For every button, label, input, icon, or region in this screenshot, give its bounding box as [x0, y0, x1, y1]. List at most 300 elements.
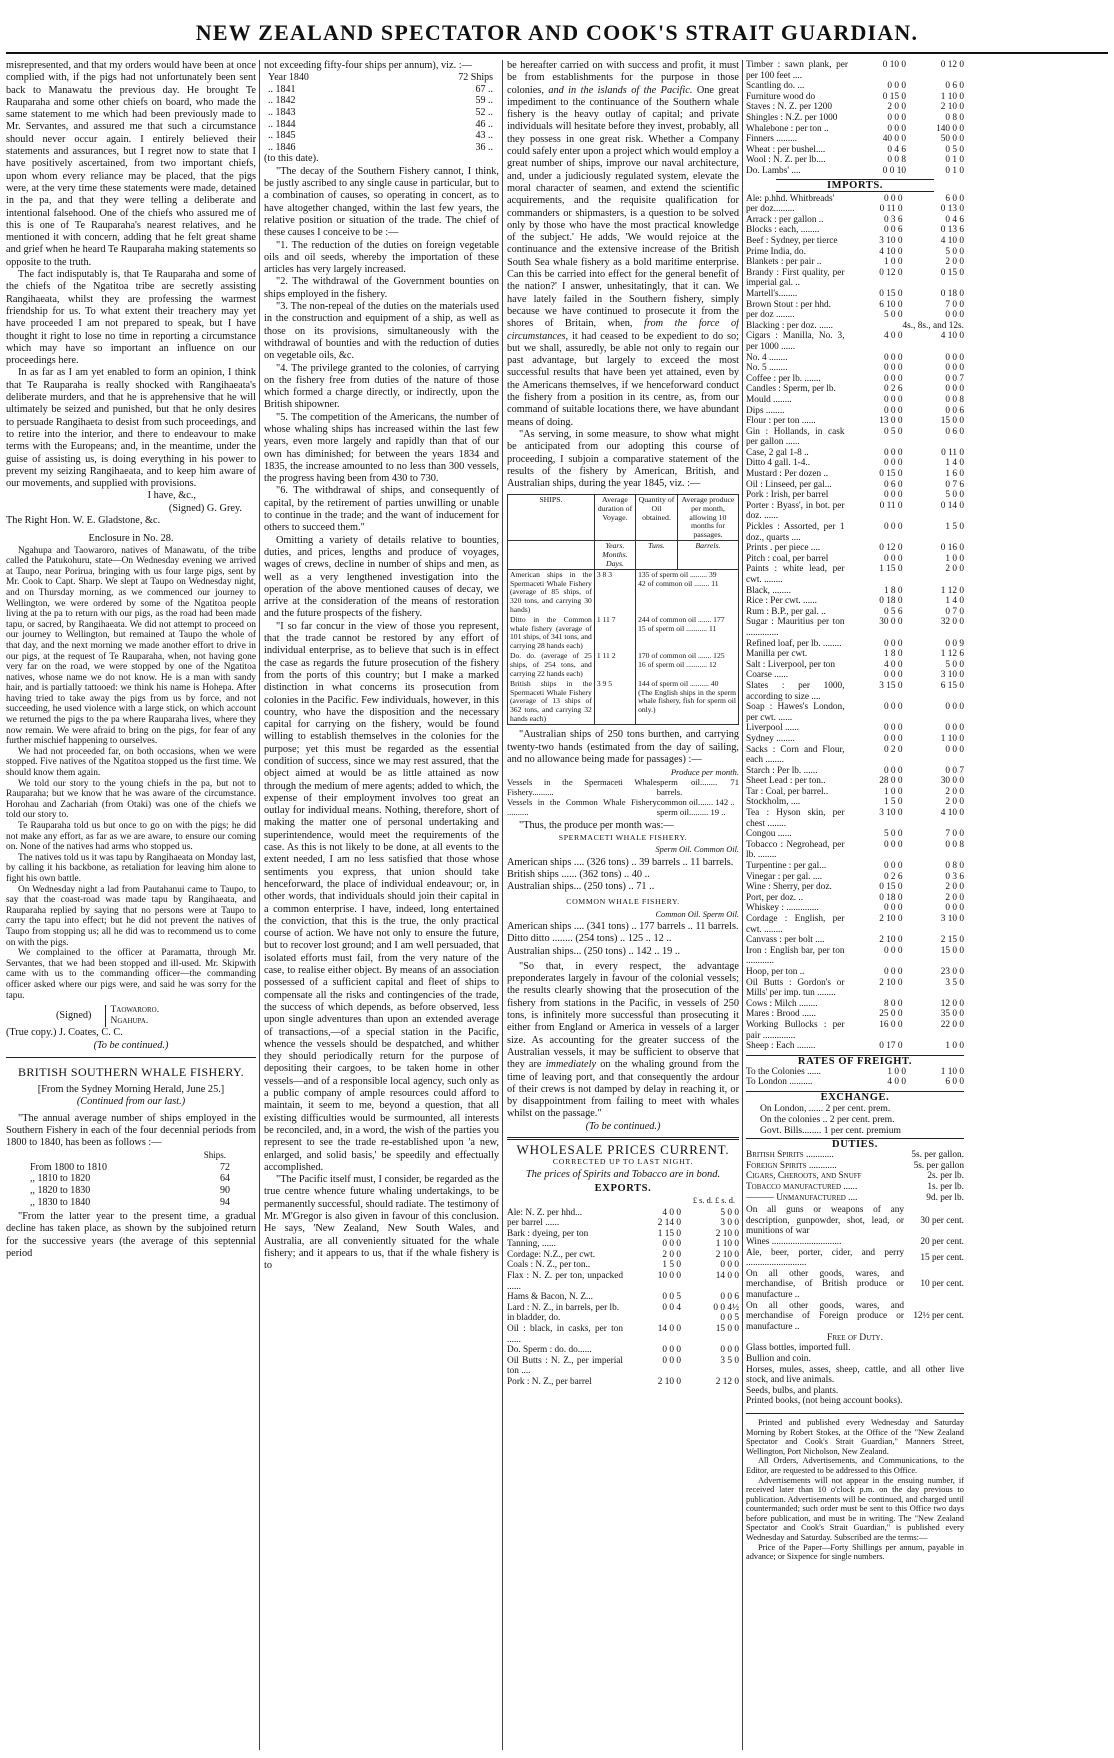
- commodity-name: Oil : black, in casks, per ton ......: [507, 1324, 623, 1345]
- price-high: 0 1 0: [945, 155, 964, 166]
- commodity-name: Refined loaf, per lb. ........: [746, 638, 842, 649]
- import-price-row: [746, 310, 964, 321]
- column-3: [507, 60, 739, 1750]
- price-high: 0 18 0: [940, 288, 964, 299]
- fishery-comparison-table: [507, 494, 739, 725]
- row-label: Year 1840: [268, 72, 309, 84]
- price-high: 0 0 0: [945, 384, 964, 395]
- price-low: 2 10 0: [879, 935, 903, 946]
- price-high: 2 10 0: [715, 1228, 739, 1239]
- exchange-rate: On London, ...... 2 per cent. prem.: [760, 1103, 891, 1115]
- import-price-row: [746, 363, 964, 374]
- ships-label: Ships.: [203, 1150, 226, 1161]
- import-price-row: [746, 247, 964, 258]
- price-low: 4 0 0: [662, 1207, 681, 1218]
- import-price-row: [746, 215, 964, 226]
- fishery-row: [508, 570, 739, 615]
- price-low: 0 0 0: [662, 1355, 681, 1366]
- paragraph: "So that, in every respect, the advantage preponderates largely in favour of the colonial vessels; the results clearly showing that the prosecution of the fishery from stations in the Pacific, in vessels of 250 tons, is infinitely more successful than prosecuting it either from England or America in vessels of a larger size. As accounting for the greater success of the Australian vessels, it may be sufficient to observe that they are immediately on the whaling ground from the time of leaving port, and that consequently the ardour of their crews is not damped by delay in reaching it, or by disappointment from failing to meet with whales whilst on the passage.": [507, 960, 739, 1120]
- paragraph: not exceeding fifty-four ships per annum), viz. :—: [264, 60, 472, 71]
- freight-table: [746, 1067, 964, 1088]
- commodity-name: Congou ......: [746, 829, 792, 840]
- exchange-list: [746, 1103, 964, 1136]
- paragraph: "2. The withdrawal of the Government bounties on ships employed in the fishery.: [264, 276, 499, 300]
- signatures: [56, 1005, 159, 1027]
- year-row: [268, 72, 493, 84]
- oil-produce: 244 of common oil ....... 177 15 of sperm oil ........... 11: [636, 615, 739, 651]
- price-low: 4 0 0: [883, 659, 903, 670]
- export-price-row: [507, 1250, 739, 1261]
- commodity-name: Starch : Per lb. ......: [746, 765, 818, 776]
- commodity-name: Working Bullocks : per pair ..............: [746, 1019, 845, 1041]
- commodity-name: Prints . per piece ....: [746, 543, 821, 554]
- price-low: 8 0 0: [883, 998, 903, 1009]
- commodity-name: To the Colonies ......: [746, 1066, 822, 1077]
- price-high: 0 0 0: [945, 903, 964, 914]
- table-column-header: Quantity of Oil obtained.: [636, 495, 678, 541]
- fishery-stat-row: British ships ...... (362 tons) .. 40 ..: [507, 868, 650, 880]
- duty-item: On all other goods, wares, and merchandise, of British produce or manufacture ..: [746, 1268, 904, 1300]
- price-low: 0 15 0: [879, 882, 903, 893]
- common-fishery-rows: [507, 921, 739, 958]
- free-item: Seeds, bulbs, and plants.: [746, 1385, 839, 1396]
- fishery-stat-row: Australian ships... (250 tons) .. 142 .. 19 ..: [507, 945, 681, 957]
- price-high: 2 0 0: [945, 564, 964, 575]
- price-high: 0 1 0: [945, 165, 964, 176]
- row-label: ,, 1820 to 1830: [30, 1184, 91, 1196]
- duty-rate: 5s. per gallon: [913, 1160, 964, 1171]
- import-price-row: [746, 331, 964, 352]
- price-high: 4 10 0: [940, 331, 964, 342]
- commodity-name: Ale: N. Z. per hhd...: [507, 1207, 583, 1218]
- exchange-rate: On the colonies .. 2 per cent. prem.: [760, 1114, 895, 1126]
- import-price-row: [746, 236, 964, 247]
- paragraph: "6. The withdrawal of ships, and consequently of capital, by the retirement of parties unwilling or unable to continue in the trade; and the want of inducement for others to succeed them.": [264, 485, 499, 534]
- paragraph: The natives told us it was tapu by Rangihaeata on Monday last, by calling it his backbone, as retaliation for leaving him alone to fight his own battle.: [6, 852, 256, 884]
- newspaper-title: NEW ZEALAND SPECTATOR AND COOK'S STRAIT GUARDIAN.: [195, 20, 919, 45]
- import-price-row: [746, 543, 964, 554]
- import-price-row: [746, 797, 964, 808]
- price-high: 2 15 0: [940, 935, 964, 946]
- export-price-row: [746, 113, 964, 124]
- price-low: 3 10 0: [879, 808, 903, 819]
- commodity-name: Blocks : each, ........: [746, 225, 820, 236]
- price-high: 4 10 0: [940, 808, 964, 819]
- row-label: .. 1845: [268, 130, 296, 142]
- commodity-name: Gin : Hollands, in cask per gallon ......: [746, 426, 845, 448]
- duties-ad-valorem-table: [746, 1205, 964, 1332]
- paragraph: On Wednesday night a lad from Pautahanui came to Taupo, to say that the coast-road was made tapu by Rangihaeata, and Rauparaha replied by saying that no persons were at Taupo to carry the tapu into effect; but he did not prevent the natives of Taupo from stopping us; all he did was to recommend us to come on with the pigs.: [6, 884, 256, 948]
- price-low: 0 0 0: [887, 81, 906, 92]
- export-price-row: [746, 81, 964, 92]
- price-high: 5 0 0: [945, 659, 964, 670]
- fishery-row: [508, 651, 739, 679]
- price-low: 1 8 0: [883, 585, 903, 596]
- signatory-name: Ngahupa.: [110, 1016, 149, 1027]
- commodity-name: Finners .........: [746, 134, 798, 145]
- price-low: 0 0 0: [883, 670, 903, 681]
- year-row: [268, 142, 493, 154]
- price-high: 1 6 0: [945, 469, 964, 480]
- paragraph: The fact indisputably is, that Te Rauparaha and some of the chiefs of the Ngatitoa tribe are secretly assisting Rangihaeata, whilst they are professing the warmest friendship for us. To what extent their treachery may yet have proceeded I am not prepared to speak, but I have thought it right to lose no time in reporting a circumstance which may have so important an influence on our proceedings here.: [6, 269, 256, 367]
- export-price-row: [507, 1356, 739, 1377]
- price-low: 0 0 8: [887, 155, 906, 166]
- commodity-name: Hams & Bacon, N. Z...: [507, 1292, 593, 1303]
- price-low: 2 0 0: [662, 1249, 681, 1260]
- commodity-name: Tobacco : Negrohead, per lb. ........: [746, 839, 845, 861]
- price-low: 1 5 0: [662, 1260, 681, 1271]
- import-price-row: [746, 808, 964, 829]
- paragraph: "From the latter year to the present time, a gradual decline has taken place, as shown by the subjoined return for the successive years (the average of this septennial period: [6, 1211, 256, 1260]
- import-price-row: [746, 978, 964, 999]
- price-low: 0 0 0: [883, 193, 903, 204]
- commodity-name: Sugar : Mauritius per ton ..............: [746, 617, 845, 638]
- paragraph: "1. The reduction of the duties on foreign vegetable oils and oil seeds, whereby the importation of these articles has very largely increased.: [264, 239, 499, 276]
- prices-heading: WHOLESALE PRICES CURRENT.: [516, 1142, 730, 1158]
- price-high: 0 0 7: [945, 765, 964, 776]
- price-high: 2 0 0: [945, 882, 964, 893]
- article-headline: BRITISH SOUTHERN WHALE FISHERY.: [18, 1065, 244, 1079]
- commodity-name: Ditto 4 gall. 1-4..: [746, 458, 811, 469]
- import-price-row: [746, 458, 964, 469]
- price-low: 0 0 0: [883, 553, 903, 564]
- commodity-name: Dips ........: [746, 405, 785, 416]
- import-price-row: [746, 999, 964, 1010]
- import-price-row: [746, 522, 964, 543]
- commodity-name: Beef : Sydney, per tierce: [746, 236, 838, 246]
- price-high: 5 0 0: [945, 246, 964, 257]
- paragraph: We complained to the officer at Paramatta, through Mr. Servantes, that we had been stopped and ill-used. Mr. Skipwith came with us to the commanding officer—the commanding officer asked where our pigs were, and said he was sorry for the tapu.: [6, 948, 256, 1001]
- price-low: 2 14 0: [657, 1218, 681, 1229]
- price-high: 1 4 0: [945, 458, 964, 469]
- commodity-name: Wool : N. Z. per lb....: [746, 155, 826, 166]
- paragraph: In as far as I am yet enabled to form an opinion, I think that Te Rauparaha is really shocked with Rangihaeata's deliberate murders, and that he is apprehensive that he will ultimately be seized and punished, but that he only desires to persuade Rangihaeta to desist from such proceedings, and to retire into the interior, and there to endeavour to make terms with the Europeans; and, in the meantime, under the guise of assisting us, is doing everything in his power to prevent my seizing Rangihaeata, and to keep him aware of our movements, and supplied with provisions.: [6, 367, 256, 490]
- import-price-row: [746, 374, 964, 385]
- column-2: [264, 60, 499, 1750]
- import-price-row: [746, 225, 964, 236]
- price-low: 4 0 0: [887, 1077, 906, 1088]
- row-label: ,, 1810 to 1820: [30, 1173, 91, 1185]
- price-low: 0 0 0: [883, 405, 903, 416]
- price-high: 0 0 0: [720, 1260, 739, 1271]
- commodity-name: Tea : Hyson skin, per chest ........: [746, 808, 845, 829]
- commodity-name: Coffee : per lb. .......: [746, 373, 821, 384]
- row-value: 46 ..: [475, 118, 493, 130]
- price-low: 10 0 0: [657, 1271, 681, 1282]
- exports-price-table: [507, 1208, 739, 1388]
- price-high: 3 5 0: [720, 1355, 739, 1366]
- letter-addressee: The Right Hon. W. E. Gladstone, &c.: [6, 514, 161, 526]
- commodity-name: No. 5 ........: [746, 363, 788, 374]
- price-high: 0 0 7: [945, 373, 964, 384]
- commodity-name: Salt : Liverpool, per ton: [746, 659, 836, 670]
- commodity-name: Stockholm, ....: [746, 797, 801, 808]
- export-price-row: [507, 1303, 739, 1314]
- commodity-name: Do. Sperm : do. do......: [507, 1345, 592, 1356]
- commodity-name: Bark : dyeing, per ton: [507, 1228, 589, 1239]
- commodity-name: Vinegar : per gal. ....: [746, 871, 823, 882]
- import-price-row: [746, 946, 964, 967]
- commodity-name: Turpentine : per gal...: [746, 861, 827, 872]
- table-column-header: Average duration of Voyage.: [594, 495, 635, 541]
- price-low: 0 0 0: [883, 966, 903, 977]
- free-item: Glass bottles, imported full.: [746, 1343, 851, 1354]
- sperm-fishery-rows: [507, 857, 739, 894]
- price-low: 1 0 0: [883, 786, 903, 797]
- price-high: 15 0 0: [940, 945, 964, 956]
- subtable-columns: Common Oil. Sperm Oil.: [655, 909, 739, 919]
- price-high: 0 0 0: [720, 1345, 739, 1356]
- commodity-name: Oil Butts : Gordon's or Mills' per imp. tun ........: [746, 977, 845, 999]
- import-price-row: [746, 745, 964, 766]
- price-high: 15 0 0: [715, 1324, 739, 1335]
- section-rule: [6, 1057, 256, 1058]
- paragraph: be hereafter carried on with success and profit, it must be from establishments for the purpose in those colonies, and in the islands of the Pacific. One great impediment to the continuance of the Southern whale fishery is the heavy outlay of capital; and private individuals will hesitate before they invest, probably, all they possess in one great risk. Whether a Company could safely enter upon a project which would employ a great number of ships, improve our naval architecture, and, under a judiciously regulated system, elevate the moral character of seamen, and extend the scientific acquirements, and the requisite qualification for commanders or shipmasters, is a question to be solved only by those who have the most practical knowledge of the subject.' He adds, 'We would rejoice at the continuance and the extensive increase of the British South Sea whale fishery as a bold maritime enterprise. Can this be carried into effect for the general benefit of the nation?' I answer, unhesitatingly, that it can. We have lately failed in the Southern fishery, simply because we have continued to prosecute it from the shores of Britain, when, from the force of circumstances, it had ceased to be expedient to do so; but we shall, assuredly, be able not only to regain our past advantage, but largely to exceed the most successful results that have been yet attained, even by the Americans themselves, if we henceforward conduct the fishery from a position in its centre, as, from our command of suitable locations there, we have abundant means of doing.: [507, 60, 739, 428]
- price-high: 3 10 0: [940, 670, 964, 681]
- row-label: .. 1841: [268, 83, 296, 95]
- commodity-name: Porter : Byass', in bot. per doz. ......: [746, 500, 845, 522]
- price-high: 1 0 0: [945, 1041, 964, 1052]
- duty-rate: 2s. per lb.: [927, 1171, 964, 1182]
- price-low: 0 18 0: [879, 892, 903, 903]
- price-low: 14 0 0: [657, 1324, 681, 1335]
- price-high: 0 6 0: [945, 81, 964, 92]
- commodity-name: Staves : N. Z. per 1200: [746, 102, 832, 113]
- duty-item: British Spirits ............: [746, 1150, 834, 1161]
- commodity-name: To London ..........: [746, 1077, 813, 1088]
- year-row: [268, 130, 493, 142]
- commodity-name: Oil : Linseed, per gal...: [746, 479, 832, 490]
- exchange-rate: Govt. Bills........ 1 per cent. premium: [760, 1125, 901, 1137]
- freight-row: [746, 1077, 964, 1088]
- year-row: [268, 107, 493, 119]
- commodity-name: Sydney ........: [746, 733, 795, 744]
- price-low: 1 0 0: [883, 257, 903, 268]
- subtable-heading: COMMON WHALE FISHERY.: [566, 897, 680, 907]
- commodity-name: Liverpool ......: [746, 723, 799, 734]
- price-high: 0 16 0: [940, 543, 964, 554]
- decade-row: [30, 1197, 230, 1209]
- row-value: 52 ..: [475, 107, 493, 119]
- fishery-stat-row: Ditto ditto ........ (254 tons) .. 125 .. 12 ..: [507, 933, 672, 945]
- duty-item: Foreign Spirits ............: [746, 1160, 837, 1171]
- price-high: 50 0 0: [940, 134, 964, 145]
- price-low: 0 11 0: [879, 500, 903, 511]
- paragraph: "The annual average number of ships employed in the Southern Fishery in each of the four decennial periods from 1800 to 1840, has been as follows :—: [6, 1112, 256, 1149]
- price-high: 2 0 0: [945, 892, 964, 903]
- row-label: .. 1843: [268, 107, 296, 119]
- commodity-name: Brandy : First quality, per imperial gal. ..: [746, 267, 845, 289]
- commodity-name: Shingles : N.Z. per 1000: [746, 112, 838, 123]
- price-low: 3 10 0: [879, 236, 903, 246]
- price-low: 3 15 0: [879, 680, 903, 691]
- commodity-name: Ale: p.hhd. Whitbreads': [746, 193, 835, 204]
- price-high: 6 15 0: [940, 680, 964, 691]
- import-price-row: [746, 353, 964, 364]
- prices-note: The prices of Spirits and Tobacco are in bond.: [525, 1168, 721, 1180]
- australian-row: [507, 798, 739, 818]
- export-price-row: [507, 1260, 739, 1271]
- import-price-row: [746, 840, 964, 861]
- price-high: 0 0 0: [945, 363, 964, 374]
- commodity-name: Hoop, per ton ..: [746, 966, 805, 977]
- duty-item: On all other goods, wares, and merchandise of Foreign produce or manufacture ..: [746, 1300, 904, 1332]
- commodity-name: Cows : Milch ........: [746, 998, 818, 1009]
- fishery-stat-row: American ships .... (341 tons) .. 177 barrels .. 11 barrels.: [507, 920, 739, 932]
- commodity-name: Tar : Coal, per barrel..: [746, 786, 829, 797]
- import-price-row: [746, 893, 964, 904]
- commodity-name: Blankets : per pair ..: [746, 257, 822, 268]
- price-high: 0 7 6: [945, 479, 964, 490]
- ship-description: British ships in the Spermaceti Whale Fishery (average of 13 ships of 362 tons, and carrying 32 hands each): [510, 679, 592, 723]
- price-high: 0 8 0: [945, 861, 964, 872]
- price-high: 3 0 0: [720, 1218, 739, 1229]
- export-price-row: [507, 1292, 739, 1303]
- imprint-paragraph: Printed and published every Wednesday and Saturday Morning by Robert Stokes, at the Office of the "New Zealand Spectator and Cook's Strait Guardian," Manners Street, Wellington, Port Nicholson, New Zealand.: [746, 1417, 964, 1456]
- duty-item: On all guns or weapons of any description, gunpowder, shot, lead, or munitions of war: [746, 1205, 904, 1237]
- price-high: 1 12 6: [940, 649, 964, 660]
- ship-description: Ditto in the Common whale fishery (average of 101 ships, of 341 tons, and carrying 28 hands each): [510, 615, 592, 650]
- import-price-row: [746, 586, 964, 597]
- price-low: 0 0 0: [883, 352, 903, 363]
- australian-row: [507, 778, 739, 798]
- commodity-name: Manilla per cwt.: [746, 649, 808, 660]
- row-value: 64: [220, 1173, 230, 1185]
- ship-description: Do. do. (average of 25 ships, of 254 tons, and carrying 22 hands each): [510, 651, 592, 678]
- price-high: 0 0 8: [945, 394, 964, 405]
- prices-subheading: CORRECTED UP TO LAST NIGHT.: [552, 1157, 694, 1167]
- paragraph: Ngahupa and Taowaroro, natives of Manawatu, of the tribe called the Patukohuru, state—On Wednesday evening we arrived at Taupo, near Porirua, bringing with us four large pigs, sent by Mr. Cook to Capt. Sharp. We slept at Taupo on Wednesday night, and on Thursday morning, as we commenced our journey to Wellington, we were ordered by some of the Ngatitoa people living at the pa to return with our pigs, as the road had been made tapu, or sacred, by Rangihaeata. We did not attempt to proceed on our journey to Wellington, but remained at Taupo the whole of that day, and the next morning we made another effort to drive in our pigs, at the request of Te Rauparaha, when, not having gone very far on the road, we were stopped by one of the Ngatitoa natives, whose name we do not know. He is a man with sandy hair, and is partially tattooed: we think his name is Hohepa. After having tried to take away the pigs from us by force, and not succeeding, he used violence with a large stick, on which account we returned the pigs to the pa where Rauparaha lives, where they now remain. We were afraid to bring on the pigs, for fear of any further mischief happening to ourselves.: [6, 545, 256, 747]
- price-low: 0 0 0: [883, 394, 903, 405]
- row-label: .. 1846: [268, 141, 296, 153]
- enclosure-heading: Enclosure in No. 28.: [88, 533, 174, 545]
- commodity-name: Paints : white lead, per cwt. ........: [746, 564, 845, 585]
- price-low: 2 0 0: [887, 102, 906, 113]
- price-high: 2 0 0: [945, 257, 964, 268]
- paragraph: "The decay of the Southern Fishery cannot, I think, be justly ascribed to any single cause in particular, but to a combination of causes, so operating in concert, as to have altogether changed, within the last few years, the relative position or situation of the trade. The chief of these causes I conceive to be :—: [264, 165, 499, 239]
- price-low: 0 15 0: [879, 288, 903, 299]
- import-price-row: [746, 935, 964, 946]
- import-price-row: [746, 702, 964, 723]
- import-price-row: [746, 914, 964, 935]
- commodity-name: per doz ........: [746, 310, 795, 321]
- commodity-name: Mould ........: [746, 394, 792, 405]
- import-price-row: [746, 1041, 964, 1052]
- price-low: 0 0 5: [662, 1292, 681, 1303]
- year-row: [268, 95, 493, 107]
- price-low: 2 10 0: [879, 914, 903, 924]
- row-value: 72 Ships: [458, 72, 493, 84]
- export-price-row: [507, 1271, 739, 1292]
- commodity-name: Oil Butts : N. Z., per imperial ton ....: [507, 1355, 623, 1377]
- import-price-row: [746, 607, 964, 618]
- to-be-continued: (To be continued.): [93, 1039, 169, 1051]
- price-low: [845, 321, 903, 332]
- price-low: 0 0 0: [883, 490, 903, 501]
- import-price-row: [746, 670, 964, 681]
- price-low: 0 0 0: [662, 1239, 681, 1250]
- price-high: 2 0 0: [945, 797, 964, 808]
- price-high: 30 0 0: [940, 776, 964, 787]
- price-low: 0 17 0: [879, 1041, 903, 1052]
- voyage-duration: 1 11 2: [594, 651, 635, 679]
- paragraph: We told our story to the young chiefs in the pa, but not to Rauparaha; but we know that he was aware of the circumstance. Horohau and Zachariah (from Otaki) was one of the chiefs we told our story to.: [6, 778, 256, 821]
- import-price-row: [746, 829, 964, 840]
- row-label: .. 1844: [268, 118, 296, 130]
- price-high: 0 0 0: [945, 310, 964, 321]
- oil-produce: 144 of sperm oil .......... 40 (The English ships in the sperm whale fishery, fish for sperm oil only.): [636, 679, 739, 724]
- import-price-row: [746, 384, 964, 395]
- free-item: Horses, mules, asses, sheep, cattle, and all other live stock, and live animals.: [746, 1364, 964, 1386]
- voyage-duration: 3 9 5: [594, 679, 635, 724]
- price-low: 0 2 0: [883, 744, 903, 755]
- price-low: 13 0 0: [879, 416, 903, 427]
- price-low: 25 0 0: [879, 1009, 903, 1020]
- decade-ships-table: [30, 1162, 230, 1208]
- duty-rate: 10 per cent.: [920, 1279, 964, 1290]
- paragraph: "The Pacific itself must, I consider, be regarded as the true centre whence future whaling undertakings, to be permanently successful, should radiate. The testimony of Mr. M'Gregor is also given in favour of this conclusion. He says, 'New Zealand, New South Wales, and Australia, are all conveniently situated for the whale fishery; and it appears to us, that if the whale fishery is to: [264, 1174, 499, 1272]
- price-low: 0 2 6: [883, 384, 903, 395]
- ship-description: American ships in the Spermaceti Whale Fishery (average of 85 ships, of 320 tons, and carrying 30 hands): [510, 570, 592, 614]
- paragraph: "As serving, in some measure, to show what might be anticipated from our adopting this course of proceeding, I subjoin a comparative statement of the results of the fishery by American, British, and Australian ships, during the year 1845, viz. :—: [507, 428, 739, 490]
- import-price-row: [746, 204, 964, 215]
- imprint-paragraph: Price of the Paper—Forty Shillings per annum, payable in advance; or Sixpence for single numbers.: [746, 1542, 964, 1562]
- price-low: 1 15 0: [657, 1228, 681, 1239]
- import-price-row: [746, 660, 964, 671]
- export-price-row: [746, 92, 964, 103]
- import-price-row: [746, 872, 964, 883]
- commodity-name: Slates : per 1000, according to size ....: [746, 680, 845, 702]
- export-price-row: [507, 1218, 739, 1229]
- price-low: 1 0 0: [887, 1066, 906, 1077]
- commodity-name: Canvass : per bolt ....: [746, 935, 825, 946]
- price-low: 6 10 0: [879, 299, 903, 310]
- to-be-continued: (To be continued.): [585, 1120, 661, 1132]
- import-price-row: [746, 564, 964, 585]
- import-price-row: [746, 490, 964, 501]
- commodity-name: Case, 2 gal 1-8 ..: [746, 447, 809, 458]
- price-high: 32 0 0: [940, 617, 964, 628]
- price-high: 0 14 0: [940, 500, 964, 511]
- price-high: 2 10 0: [940, 102, 964, 113]
- export-price-row: [507, 1345, 739, 1356]
- price-high: 15 0 0: [940, 416, 964, 427]
- imprint: [746, 1413, 964, 1562]
- price-low: 5 0 0: [883, 829, 903, 840]
- import-price-row: [746, 321, 964, 332]
- price-high: 0 13 6: [940, 225, 964, 236]
- commodity-name: per barrel ......: [507, 1218, 560, 1229]
- commodity-name: Furniture wood do: [746, 91, 816, 102]
- free-of-duty-list: [746, 1343, 964, 1407]
- decade-row: [30, 1162, 230, 1174]
- price-high: 0 3 6: [945, 871, 964, 882]
- price-low: 0 0 0: [883, 903, 903, 914]
- paragraph: misrepresented, and that my orders would have been at once complied with, if the pigs had not unfortunately been sent back to Manawatu the previous day. He brought Te Rauparaha and some other chiefs on board, who made the same statement to me which had been previously made to Mr. Servantes, and assured me that such a circumstance should never occur again. I entirely believed their statements and assurances, but I regret now to state that I have positively ascertained, from two important chiefs, upon whom every reliance may be placed, that the pigs were, at the very time these statements were made, detained in the pa, and that they were telling a deliberate and intentional falsehood. One of the chiefs who assured me of this is one of Te Rauparaha's nearest relatives, and he mentioned it with concern, adding that he felt great shame and grief when he heard Te Rauparaha making statements so opposite to the truth.: [6, 60, 256, 268]
- paragraph: "4. The privilege granted to the colonies, of carrying on the fishery free from duties of the nature of those which formed a charge directly, or indirectly, upon the British shipowner.: [264, 362, 499, 411]
- price-low: 0 2 6: [883, 871, 903, 882]
- table-unit: Barrels.: [677, 541, 738, 570]
- export-price-row: [746, 145, 964, 156]
- import-price-row: [746, 427, 964, 448]
- price-low: 0 12 0: [879, 543, 903, 554]
- commodity-name: Arrack : per gallon ..: [746, 214, 824, 225]
- import-price-row: [746, 469, 964, 480]
- duty-rate: 9d. per lb.: [926, 1192, 964, 1203]
- table-column-header: SHIPS.: [508, 495, 595, 541]
- price-high: 140 0 0: [936, 123, 964, 134]
- price-high: 0 0 4½: [713, 1302, 739, 1313]
